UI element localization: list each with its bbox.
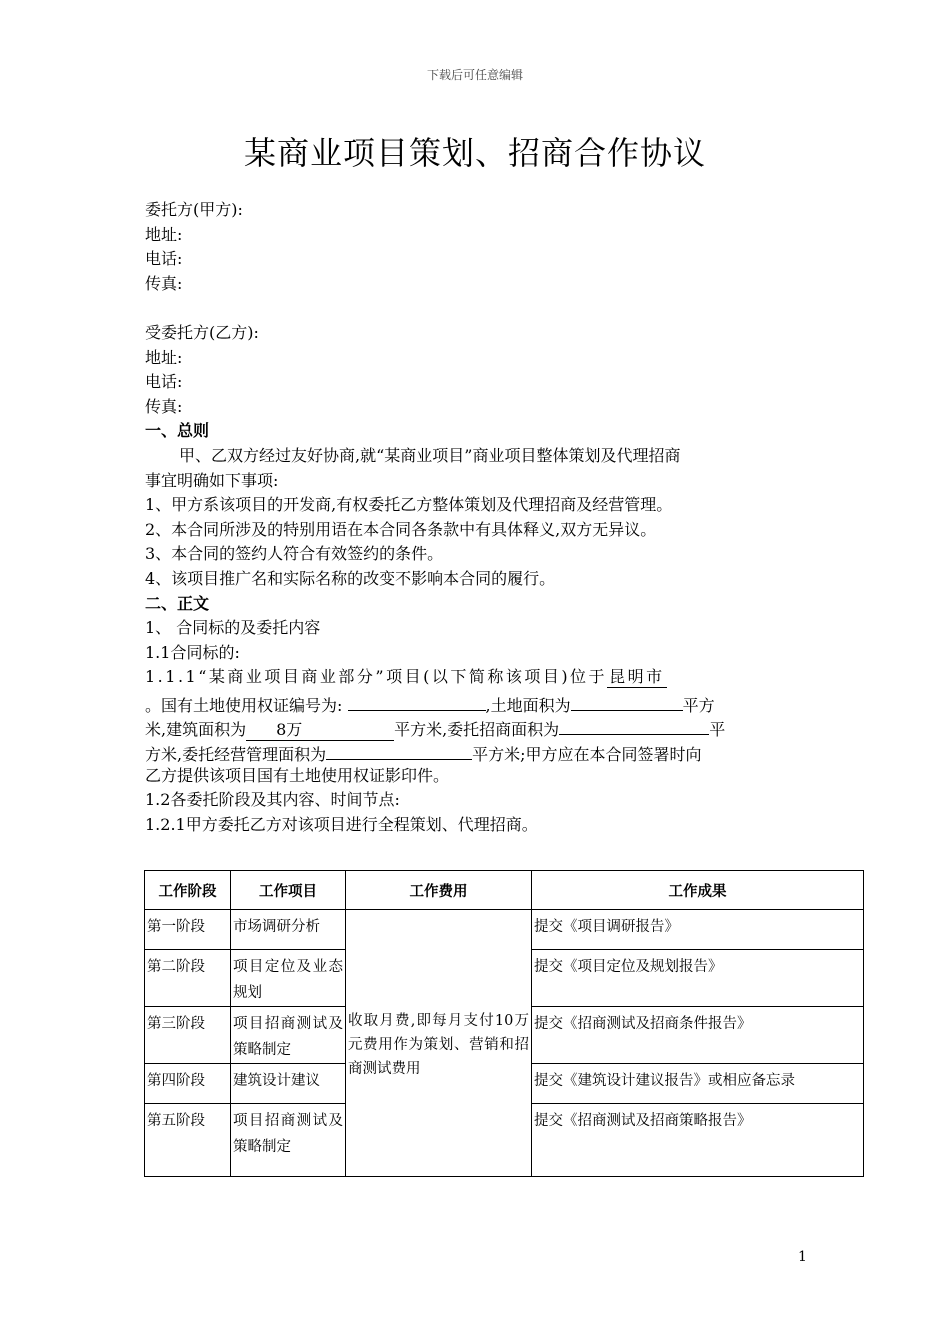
page-number: 1: [798, 1249, 807, 1265]
section2-sub1: 1、 合同标的及委托内容: [145, 618, 321, 638]
management-area-blank: [326, 739, 472, 760]
header-note: 下载后可任意编辑: [426, 68, 523, 82]
result-cell: 提交《招商测试及招商策略报告》: [532, 1104, 864, 1177]
item-cell: 市场调研分析: [231, 910, 346, 950]
clause-111-text: ,土地面积为: [485, 695, 571, 715]
land-area-blank: [571, 690, 683, 711]
section1-item: 2、本合同所涉及的特别用语在本合同各条款中有具体释义,双方无异议。: [145, 519, 657, 539]
stage-cell: 第三阶段: [145, 1007, 231, 1064]
document-title: 某商业项目策划、招商合作协议: [243, 134, 706, 172]
section2-sub121: 1.2.1甲方委托乙方对该项目进行全程策划、代理招商。: [145, 814, 538, 834]
column-header: 工作费用: [346, 871, 532, 910]
result-cell: 提交《招商测试及招商条件报告》: [532, 1007, 864, 1064]
stage-cell: 第五阶段: [145, 1104, 231, 1177]
result-cell: 提交《建筑设计建议报告》或相应备忘录: [532, 1064, 864, 1104]
section1-intro-line2: 事宜明确如下事项:: [145, 470, 279, 490]
project-city: 昆明市: [609, 667, 665, 687]
item-cell: 项目招商测试及策略制定: [231, 1007, 346, 1064]
result-cell: 提交《项目调研报告》: [532, 910, 864, 950]
table-header-row: [145, 871, 864, 910]
clause-111-line5: 乙方提供该项目国有土地使用权证影印件。: [145, 765, 450, 785]
leasing-area-blank: [559, 714, 709, 735]
clause-111-line2: [145, 690, 810, 715]
clause-111-text: 平方: [682, 695, 715, 715]
clause-111-text: 平方米;甲方应在本合同签署时向: [472, 745, 702, 765]
column-header: 工作成果: [532, 871, 864, 910]
work-stage-table: [144, 870, 864, 1177]
party-a-address: 地址:: [145, 224, 183, 244]
clause-111-line4: [145, 739, 810, 764]
stage-cell: 第一阶段: [145, 910, 231, 950]
party-a-fax: 传真:: [145, 273, 183, 293]
clause-111-text: 米,建筑面积为: [145, 720, 247, 740]
section2-heading: 二、正文: [145, 593, 210, 613]
building-area-text: 8万: [276, 720, 303, 740]
clause-111-text: 平方米,委托招商面积为: [394, 720, 560, 740]
land-cert-blank: [348, 690, 486, 711]
party-b-address: 地址:: [145, 347, 183, 367]
item-cell: 项目招商测试及策略制定: [231, 1104, 346, 1177]
section1-item: 3、本合同的签约人符合有效签约的条件。: [145, 544, 444, 564]
stage-cell: 第四阶段: [145, 1064, 231, 1104]
party-a-phone: 电话:: [145, 249, 183, 269]
clause-111-line1: [145, 665, 810, 690]
column-header: 工作阶段: [145, 871, 231, 910]
clause-111-text: 方米,委托经营管理面积为: [145, 745, 327, 765]
clause-111-text: 1.1.1“某商业项目商业部分”项目(以下简称该项目)位于: [145, 667, 608, 687]
fee-cell: 收取月费,即每月支付10万元费用作为策划、营销和招商测试费用: [346, 910, 532, 1177]
column-header: 工作项目: [231, 871, 346, 910]
item-cell: 建筑设计建议: [231, 1064, 346, 1104]
result-cell: 提交《项目定位及规划报告》: [532, 950, 864, 1007]
clause-111-text: 。国有土地使用权证编号为:: [145, 695, 343, 715]
section2-sub12: 1.2各委托阶段及其内容、时间节点:: [145, 790, 400, 810]
document-body: [145, 198, 810, 837]
party-a-label: 委托方(甲方):: [145, 200, 243, 219]
party-b-label: 受委托方(乙方):: [145, 322, 259, 342]
party-b-fax: 传真:: [145, 396, 183, 416]
item-cell: 项目定位及业态规划: [231, 950, 346, 1007]
table-row: [145, 910, 864, 950]
section2-sub11: 1.1合同标的:: [145, 642, 240, 662]
section1-item: 1、甲方系该项目的开发商,有权委托乙方整体策划及代理招商及经营管理。: [145, 495, 673, 515]
clause-111-text: 平: [709, 720, 726, 740]
section1-intro-line1: 甲、乙双方经过友好协商,就“某商业项目”商业项目整体策划及代理招商: [179, 445, 681, 465]
party-b-phone: 电话:: [145, 372, 183, 392]
clause-111-line3: [145, 714, 810, 739]
section1-item: 4、该项目推广名和实际名称的改变不影响本合同的履行。: [145, 568, 556, 588]
stage-cell: 第二阶段: [145, 950, 231, 1007]
section1-heading: 一、总则: [145, 421, 210, 441]
